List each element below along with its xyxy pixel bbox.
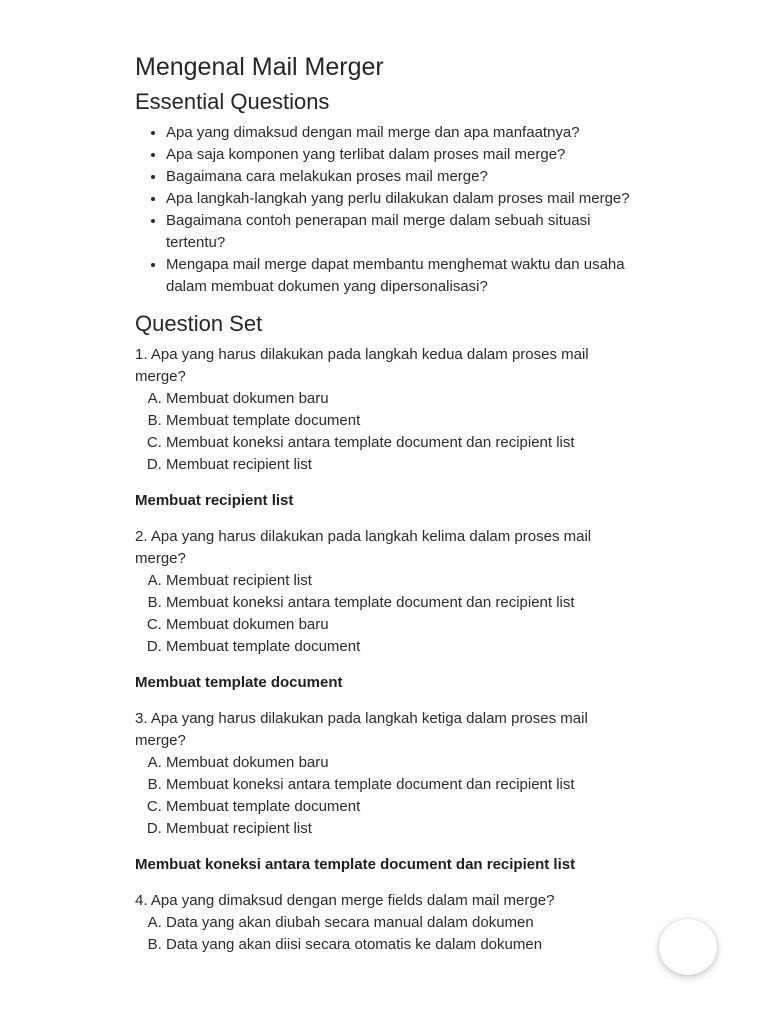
question-1: [135, 344, 635, 512]
essential-questions-heading: Essential Questions: [135, 89, 330, 114]
question-stem: 2. Apa yang harus dilakukan pada langkah kelima dalam proses mail merge?: [135, 528, 592, 567]
list-item: • Bagaimana contoh penerapan mail merge dalam sebuah situasi tertentu?: [166, 210, 635, 254]
option-c: C. Membuat dokumen baru: [166, 614, 635, 636]
question-3: [135, 708, 635, 876]
option-b: B. Membuat template document: [166, 410, 635, 432]
option-b: B. Membuat koneksi antara template document dan recipient list: [166, 592, 635, 614]
option-d: D. Membuat recipient list: [166, 818, 635, 840]
option-b: B. Membuat koneksi antara template document dan recipient list: [166, 774, 635, 796]
option-a: A. Membuat recipient list: [166, 570, 635, 592]
answer-options: [135, 912, 635, 956]
page-title: Mengenal Mail Merger: [135, 53, 384, 81]
answer-options: [135, 570, 635, 658]
option-d: D. Membuat template document: [166, 636, 635, 658]
question-stem: 1. Apa yang harus dilakukan pada langkah kedua dalam proses mail merge?: [135, 346, 589, 385]
answer-options: [135, 388, 635, 476]
option-a: A. Membuat dokumen baru: [166, 752, 635, 774]
answer-options: [135, 752, 635, 840]
question-answer: Membuat koneksi antara template document dan recipient list: [135, 856, 576, 873]
floating-action-button[interactable]: [659, 919, 717, 975]
list-item: • Apa saja komponen yang terlibat dalam proses mail merge?: [166, 144, 635, 166]
question-answer: Membuat template document: [135, 674, 343, 691]
question-2: [135, 526, 635, 694]
question-stem: 3. Apa yang harus dilakukan pada langkah ketiga dalam proses mail merge?: [135, 710, 588, 749]
list-item: • Mengapa mail merge dapat membantu menghemat waktu dan usaha dalam membuat dokumen yang dipersonalisasi?: [166, 254, 635, 298]
list-item: • Apa yang dimaksud dengan mail merge dan apa manfaatnya?: [166, 122, 635, 144]
list-item: • Bagaimana cara melakukan proses mail merge?: [166, 166, 635, 188]
option-c: C. Membuat koneksi antara template document dan recipient list: [166, 432, 635, 454]
option-c: C. Membuat template document: [166, 796, 635, 818]
essential-questions-list: [135, 122, 635, 298]
option-a: A. Membuat dokumen baru: [166, 388, 635, 410]
document-body: [135, 50, 635, 956]
question-answer: Membuat recipient list: [135, 492, 294, 509]
option-d: D. Membuat recipient list: [166, 454, 635, 476]
question-stem: 4. Apa yang dimaksud dengan merge fields dalam mail merge?: [135, 892, 555, 909]
option-b: B. Data yang akan diisi secara otomatis ke dalam dokumen: [166, 934, 635, 956]
list-item: • Apa langkah-langkah yang perlu dilakukan dalam proses mail merge?: [166, 188, 635, 210]
question-set-heading: Question Set: [135, 311, 263, 336]
question-4: [135, 890, 635, 956]
option-a: A. Data yang akan diubah secara manual dalam dokumen: [166, 912, 635, 934]
